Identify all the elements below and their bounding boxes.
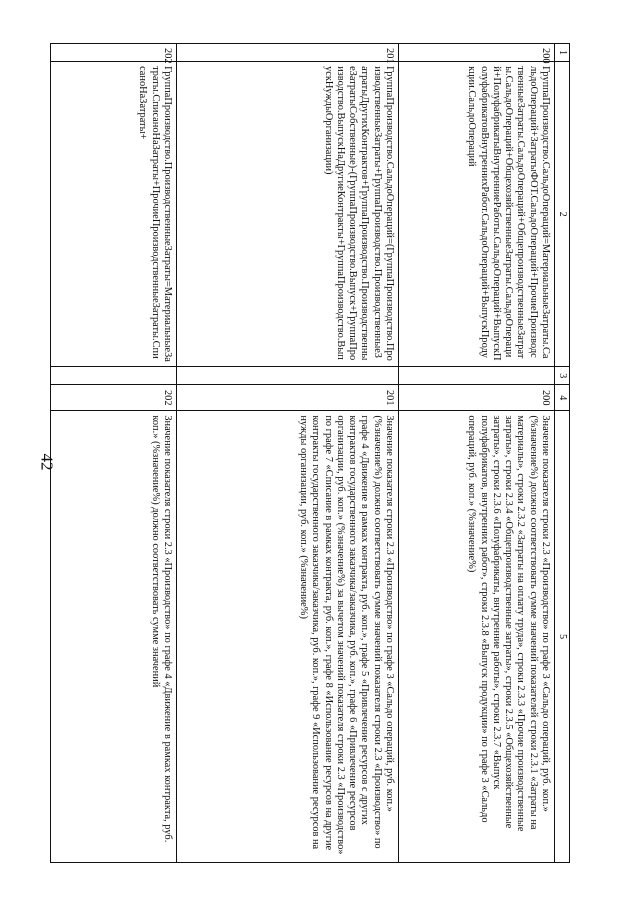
- table-row: [51, 44, 177, 863]
- row-number: 201: [177, 44, 399, 62]
- row-number: 202: [51, 44, 177, 62]
- row-formula: ГруппаПроизводство.ПроизводственныеЗатраты=МатериальныеЗатраты.СписаноНаЗатраты+ПрочиеПроизводственныеЗатраты.СписаноНаЗатраты+: [51, 62, 177, 367]
- table-header-row: [555, 44, 570, 863]
- row-description: Значение показателя строки 2.3 «Производство» по графе 4 «Движение в рамках контракта, руб. коп.» (%значение%) должно соответствовать сумме значений: [51, 411, 177, 863]
- rotated-table-wrapper: [50, 43, 570, 863]
- page-number: 42: [37, 453, 57, 471]
- validation-rules-table: [50, 43, 570, 863]
- row-description: Значение показателя строки 2.3 «Производство» по графе 3 «Сальдо операций, руб. коп.» (%значение%) должно соответствовать сумме значений показателя строки 2.3 «Производство» по графе 4 «Движение в рамках контракта, руб. коп.», графе 5 «Привлечение ресурсов с других контрактов государственного заказчика/заказчика, руб. коп.», графе 6 «Привлечение ресурсов организации, руб. коп.» (%значение%) за вычетом значений показателя строки 2.3 «Производство» по графе 7 «Списание в рамках контракта, руб. коп.», графе 8 «Использование ресурсов на другие контракты государственного заказчика/заказчика, руб. коп.», графе 9 «Использование ресурсов на нужды организации, руб. коп.» (%значение%): [177, 411, 399, 863]
- table-row: [177, 44, 399, 863]
- row-description: Значение показателя строки 2.3 «Производство» по графе 3 «Сальдо операций, руб. коп.» (%значение%) должно соответствовать сумме значений показателей строки 2.3.1 «Затраты на материалы», строки 2.3.2 «Затраты на оплату труда», строки 2.3.3 «Прочие производственные затраты», строки 2.3.4 «Общепроизводственные затраты», строки 2.3.5 «Общехозяйственные затраты», строки 2.3.6 «Полуфабрикаты, внутренние работы», строки 2.3.7 «Выпуск полуфабрикатов, внутренних работ», строки 2.3.8 «Выпуск продукции» по графе 3 «Сальдо операций, руб. коп.» (%значение%): [399, 411, 555, 863]
- header-col-1: 1: [555, 44, 570, 62]
- header-col-4: 4: [555, 385, 570, 411]
- row-code: 200: [399, 385, 555, 411]
- row-col3: [51, 367, 177, 385]
- row-formula: ГруппаПроизводство.СальдоОпераций=(ГруппаПроизводство.ПроизводственныеЗатраты+ГруппаПроизводство.ПроизводственныеЗатратыДругихКонтрактов+ГруппаПроизводство.ПроизводственныеЗатратыСобственные)-(ГруппаПроизводство.Выпуск+ГруппаПроизводство.ВыпускНаДругиеКонтракты+ГруппаПроизводство.ВыпускНуждыОрганизации): [177, 62, 399, 367]
- row-number: 200: [399, 44, 555, 62]
- row-col3: [399, 367, 555, 385]
- row-col3: [177, 367, 399, 385]
- row-formula: ГруппаПроизводство.СальдоОпераций=МатериальныеЗатраты.СальдоОпераций+ЗатратыФОТ.СальдоОпераций+ПрочиеПроизводственныеЗатраты.СальдоОпераций+ОбщепроизводственныеЗатраты.СальдоОпераций+ОбщехозяйственныеЗатраты.СальдоОпераций+ПолуфабрикатыВнутренниеРаботы.СальдоОпераций+ВыпускПолуфабрикатовВнутреннихРабот.СальдоОпераций+ВыпускПродукции.СальдоОпераций: [399, 62, 555, 367]
- header-col-5: 5: [555, 411, 570, 863]
- table-row: [399, 44, 555, 863]
- row-code: 202: [51, 385, 177, 411]
- header-col-3: 3: [555, 367, 570, 385]
- row-code: 201: [177, 385, 399, 411]
- header-col-2: 2: [555, 62, 570, 367]
